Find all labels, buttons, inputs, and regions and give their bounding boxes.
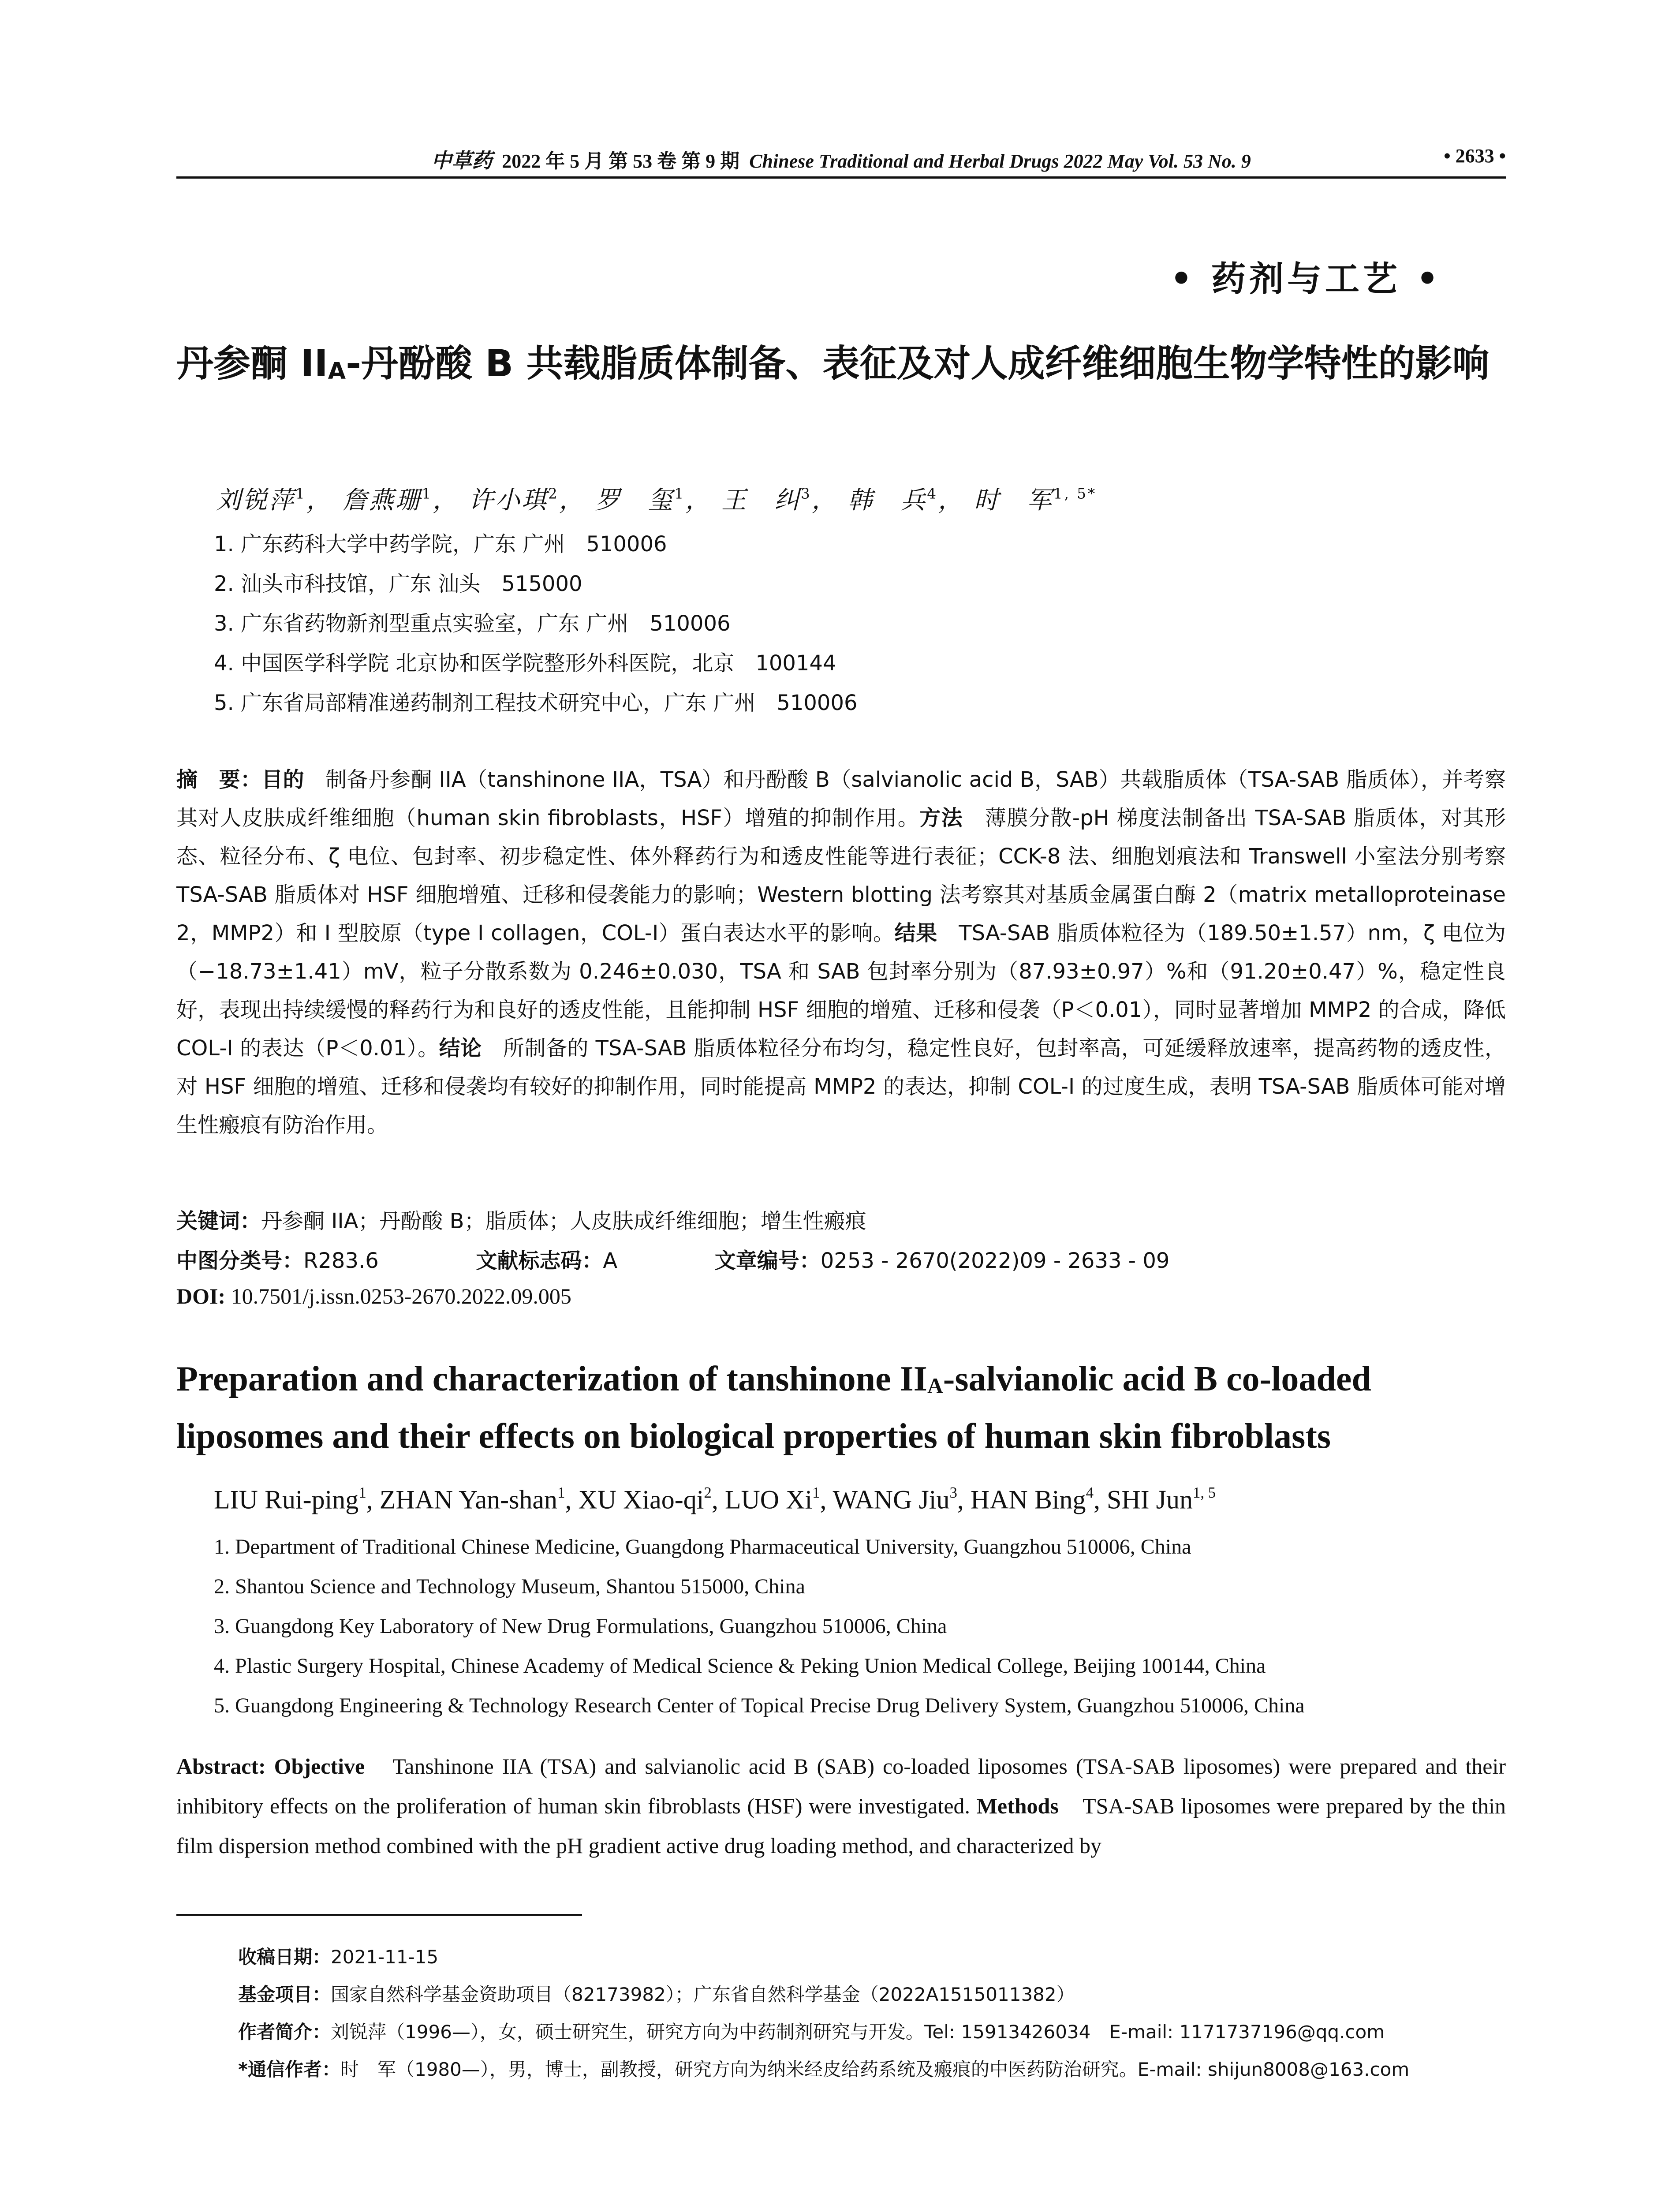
objective-text: 制备丹参酮 IIA（tanshinone IIA，TSA）和丹酚酸 B（salvianolic acid B，SAB）共载脂质体（TSA-SAB 脂质体），并考察其对人皮肤成纤维细胞（human skin fibroblasts，HSF）增殖的抑制作用。 — [176, 767, 1506, 830]
author-en-affil: 3 — [949, 1484, 957, 1501]
footnote-author-bio — [238, 2018, 1385, 2044]
keywords — [176, 1204, 866, 1234]
footnote-corresponding — [238, 2055, 1409, 2082]
doc-code-label: 文献标志码： — [476, 1248, 603, 1273]
affiliation-zh: 1. 广东药科大学中药学院，广东 广州 510006 — [214, 532, 667, 557]
author-en-affil: 1, 5 — [1193, 1484, 1216, 1501]
title-zh-pre: 丹参酮 II — [176, 342, 328, 385]
title-en-sub: A — [927, 1373, 943, 1398]
author-en: ZHAN Yan-shan — [379, 1485, 558, 1514]
author-zh: 刘锐萍 — [216, 486, 295, 515]
section-tag: • 药剂与工艺 • — [1170, 259, 1442, 299]
abstract-en-methods-label: Methods — [976, 1794, 1059, 1818]
author-zh: 詹燕珊 — [342, 486, 422, 515]
doi-line — [176, 1283, 571, 1309]
footnote-label: 基金项目： — [238, 1984, 331, 2005]
clc-value: R283.6 — [303, 1248, 379, 1273]
author-zh-affil: 1, 5* — [1053, 485, 1097, 502]
author-zh-affil: 1 — [674, 485, 686, 502]
affiliation-en: 3. Guangdong Key Laboratory of New Drug Formulations, Guangzhou 510006, China — [214, 1615, 947, 1638]
author-zh: 罗 玺 — [595, 486, 675, 515]
affiliation-zh: 3. 广东省药物新剂型重点实验室，广东 广州 510006 — [214, 611, 731, 636]
journal-line — [176, 145, 1506, 174]
author-en-affil: 1 — [812, 1484, 820, 1501]
footnote-divider — [176, 1914, 582, 1916]
affiliation-en: 5. Guangdong Engineering & Technology Research Center of Topical Precise Drug Delivery System, Guangzhou 510006, China — [214, 1694, 1305, 1717]
author-en: LIU Rui-ping — [214, 1485, 359, 1514]
doi-label: DOI: — [176, 1284, 226, 1308]
author-zh-affil: 4 — [927, 485, 938, 502]
author-en: HAN Bing — [970, 1485, 1086, 1514]
abstract-en-methods: TSA-SAB liposomes were prepared by the thin film dispersion method combined with the pH gradient active drug loading method, and characterized by — [176, 1794, 1506, 1858]
title-en-pre: Preparation and characterization of tanshinone II — [176, 1360, 927, 1398]
footnote-received — [238, 1943, 438, 1969]
journal-brand: 中草药 — [431, 149, 493, 172]
abstract-en-label: Abstract: Objective — [176, 1754, 365, 1779]
author-zh-affil: 1 — [422, 485, 433, 502]
page-number: • 2633 • — [1444, 145, 1506, 167]
results-text: TSA-SAB 脂质体粒径为（189.50±1.57）nm，ζ 电位为（−18.73±1.41）mV，粒子分散系数为 0.246±0.030，TSA 和 SAB 包封率分别为（87.93±0.97）%和（91.20±0.47）%，稳定性良好，表现出持续缓慢的释药行为和良好的透皮性能，且能抑制 HSF 细胞的增殖、迁移和侵袭（P＜0.01），同时显著增加 MMP2 的合成，降低 COL-I 的表达（P＜0.01）。 — [176, 921, 1506, 1061]
affiliation-zh: 5. 广东省局部精准递药制剂工程技术研究中心，广东 广州 510006 — [214, 691, 858, 715]
footnote-funding — [238, 1980, 1075, 2007]
results-label: 结果 — [894, 921, 937, 946]
affiliation-zh: 2. 汕头市科技馆，广东 汕头 515000 — [214, 572, 582, 596]
title-zh — [176, 335, 1506, 400]
footnote-label: 收稿日期： — [238, 1946, 331, 1968]
author-zh: 许小琪 — [468, 486, 548, 515]
author-en-affil: 1 — [358, 1484, 366, 1501]
doi-value: 10.7501/j.issn.0253-2670.2022.09.005 — [225, 1284, 571, 1308]
article-number-value: 0253 - 2670(2022)09 - 2633 - 09 — [820, 1248, 1170, 1273]
title-en-post: -salvianolic acid B co-loaded liposomes and their effects on biological properties of human skin fibroblasts — [176, 1360, 1371, 1456]
footnote-label: 作者简介： — [238, 2021, 331, 2043]
abstract-en-objective: Tanshinone IIA (TSA) and salvianolic acid B (SAB) co-loaded liposomes (TSA-SAB liposomes) were prepared and their inhibitory effects on the proliferation of human skin fibroblasts (HSF) were investigated. — [176, 1754, 1506, 1818]
author-zh: 韩 兵 — [847, 486, 927, 515]
author-en-affil: 4 — [1086, 1484, 1094, 1501]
author-zh-affil: 1 — [295, 485, 306, 502]
abstract-zh-label: 摘 要： — [176, 767, 262, 792]
authors-zh: 刘锐萍$^1$， 詹燕珊$^1$， 许小琪$^2$， 罗 玺$^1$， 王 纠$^3$， 韩 兵$^4$， 时 军$^{1, 5*}$ — [216, 485, 1097, 515]
affiliation-en: 1. Department of Traditional Chinese Medicine, Guangdong Pharmaceutical University, Guangzhou 510006, China — [214, 1535, 1191, 1558]
article-number-label: 文章编号： — [714, 1248, 821, 1273]
conclusion-text: 所制备的 TSA-SAB 脂质体粒径分布均匀，稳定性良好，包封率高，可延缓释放速率，提高药物的透皮性，对 HSF 细胞的增殖、迁移和侵袭均有较好的抑制作用，同时能提高 MMP2 的表达，抑制 COL-I 的过度生成，表明 TSA-SAB 脂质体可能对增生性瘢痕有防治作用。 — [176, 1036, 1506, 1137]
affiliation-en: 4. Plastic Surgery Hospital, Chinese Academy of Medical Science & Peking Union Medical College, Beijing 100144, China — [214, 1654, 1266, 1678]
keywords-label: 关键词： — [176, 1209, 261, 1233]
conclusion-label: 结论 — [439, 1036, 482, 1061]
footnote-label: *通信作者： — [238, 2059, 340, 2080]
footnote-text: 刘锐萍（1996—），女，硕士研究生，研究方向为中药制剂研究与开发。Tel: 15913426034 E-mail: 1171737196@qq.com — [331, 2021, 1385, 2043]
affiliation-en: 2. Shantou Science and Technology Museum, Shantou 515000, China — [214, 1575, 805, 1598]
author-en-affil: 1 — [557, 1484, 565, 1501]
footnote-text: 国家自然科学基金资助项目（82173982）；广东省自然科学基金（2022A1515011382） — [331, 1984, 1075, 2005]
footnote-text: 2021-11-15 — [331, 1946, 439, 1968]
objective-label: 目的 — [261, 767, 304, 792]
abstract-en — [176, 1746, 1506, 1865]
title-zh-sub: A — [328, 358, 346, 385]
author-en: XU Xiao-qi — [578, 1485, 704, 1514]
author-en: WANG Jiu — [833, 1485, 950, 1514]
journal-issue-zh: 2022 年 5 月 第 53 卷 第 9 期 — [502, 150, 740, 172]
title-en — [176, 1354, 1512, 1462]
title-zh-post: -丹酚酸 B 共载脂质体制备、表征及对人成纤维细胞生物学特性的影响 — [346, 342, 1490, 385]
author-zh: 时 军 — [974, 486, 1053, 515]
author-en-affil: 2 — [704, 1484, 712, 1501]
journal-issue-en: Chinese Traditional and Herbal Drugs 2022 May Vol. 53 No. 9 — [749, 150, 1251, 172]
author-zh: 王 纠 — [721, 486, 801, 515]
footnote-text: 时 军（1980—），男，博士，副教授，研究方向为纳米经皮给药系统及瘢痕的中医药防治研究。E-mail: shijun8008@163.com — [340, 2059, 1410, 2080]
authors-en: LIU Rui-ping$^1$, ZHAN Yan-shan$^1$, XU Xiao-$qi^2$, LUO Xi$^1$, WANG Jiu$^3$, HAN Bing$^4$, SHI Jun$^{1, 5}$ — [214, 1484, 1216, 1514]
keywords-text: 丹参酮 IIA；丹酚酸 B；脂质体；人皮肤成纤维细胞；增生性瘢痕 — [261, 1209, 866, 1233]
methods-text: 薄膜分散-pH 梯度法制备出 TSA-SAB 脂质体，对其形态、粒径分布、ζ 电位、包封率、初步稳定性、体外释药行为和透皮性能等进行表征；CCK-8 法、细胞划痕法和 Transwell 小室法分别考察 TSA-SAB 脂质体对 HSF 细胞增殖、迁移和侵袭能力的影响；Western blotting 法考察其对基质金属蛋白酶 2（matrix metalloproteinase 2，MMP2）和 I 型胶原（type I collagen，COL-I）蛋白表达水平的影响。 — [176, 806, 1506, 946]
author-zh-affil: 3 — [800, 485, 812, 502]
methods-label: 方法 — [919, 806, 963, 830]
running-header — [176, 141, 1506, 179]
author-zh-affil: 2 — [548, 485, 559, 502]
affiliation-zh: 4. 中国医学科学院 北京协和医学院整形外科医院，北京 100144 — [214, 651, 836, 676]
author-en: LUO Xi — [724, 1485, 813, 1514]
abstract-zh — [176, 761, 1506, 1144]
doc-code-value: A — [603, 1248, 618, 1273]
classification-line — [176, 1244, 1169, 1274]
author-en: SHI Jun — [1106, 1485, 1193, 1514]
clc-label: 中图分类号： — [176, 1248, 304, 1273]
